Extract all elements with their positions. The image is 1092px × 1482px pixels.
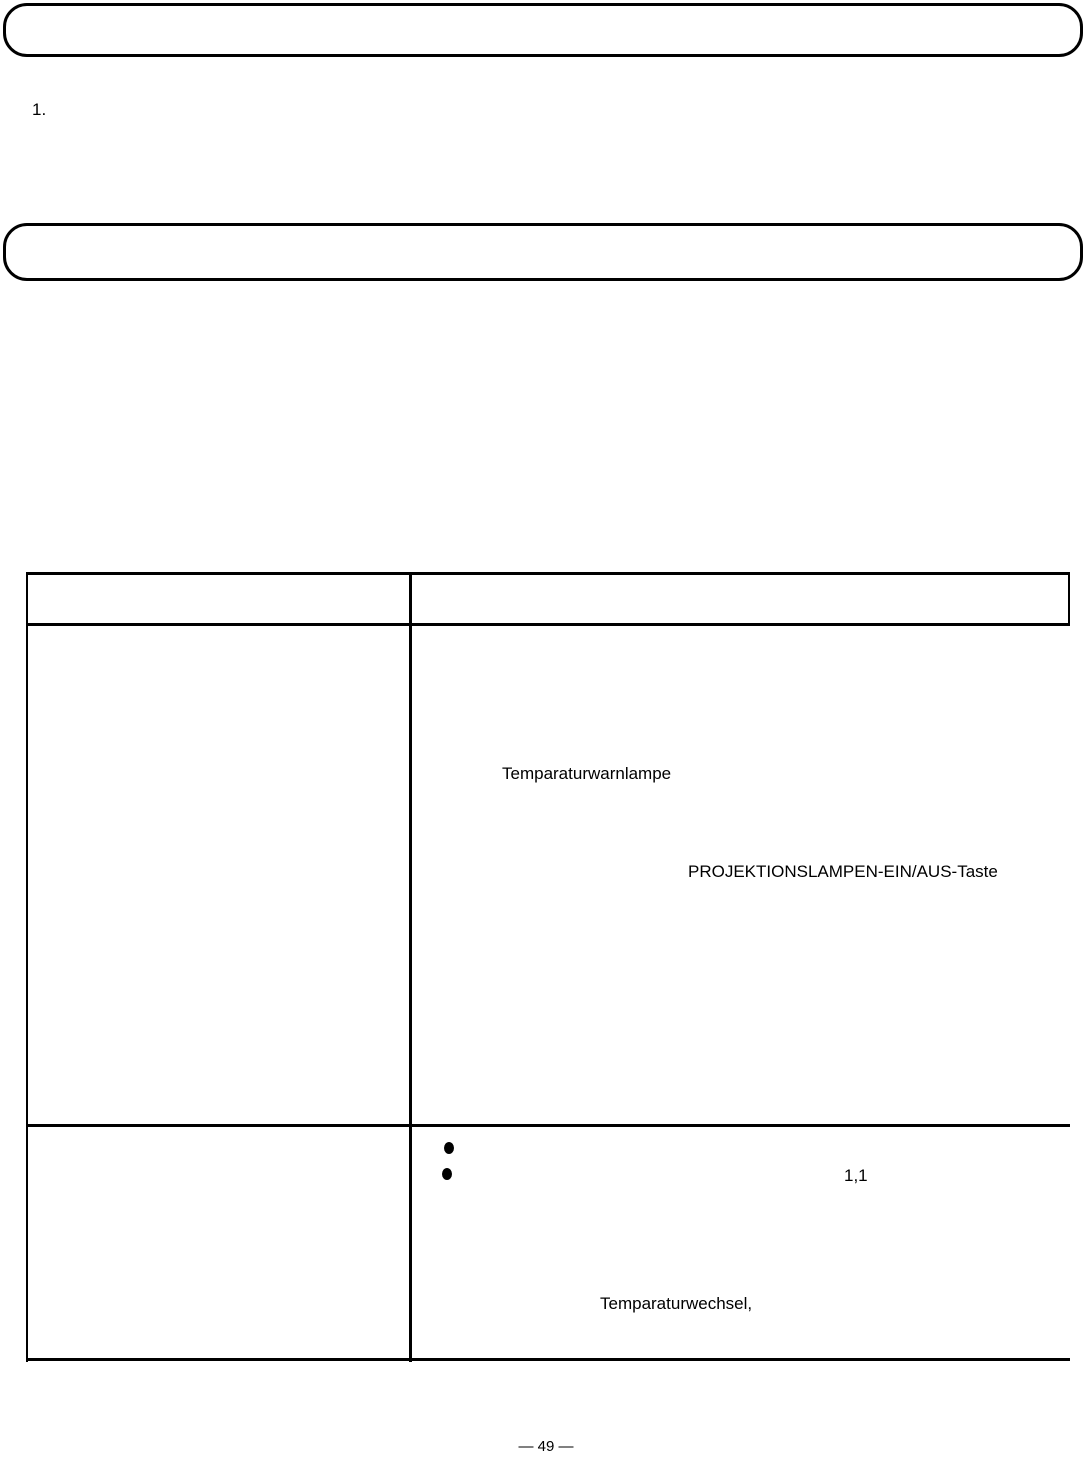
- temperature-change-text: Temparaturwechsel,: [600, 1294, 753, 1313]
- bullet-icon: [444, 1142, 454, 1154]
- troubleshooting-table: [26, 572, 1070, 1362]
- table-border-left: [26, 572, 28, 1362]
- warning-lamp-text: Temparaturwarnlampe: [502, 764, 672, 783]
- page-number: — 49 —: [518, 1438, 574, 1455]
- table-row-divider: [26, 1124, 1070, 1127]
- section-number: 1.: [32, 100, 47, 119]
- lamp-key-text: PROJEKTIONSLAMPEN-EIN/AUS-Taste: [688, 862, 998, 881]
- section-header-box-2: [3, 223, 1083, 281]
- table-header-divider: [26, 623, 1070, 626]
- bullet-icon: [442, 1168, 452, 1180]
- table-border-top: [26, 572, 1070, 575]
- table-border-bottom: [26, 1358, 1070, 1361]
- table-column-divider: [409, 572, 412, 1362]
- value-text: 1,1: [844, 1166, 868, 1185]
- section-header-box-1: [3, 3, 1083, 57]
- table-border-right: [1068, 572, 1070, 626]
